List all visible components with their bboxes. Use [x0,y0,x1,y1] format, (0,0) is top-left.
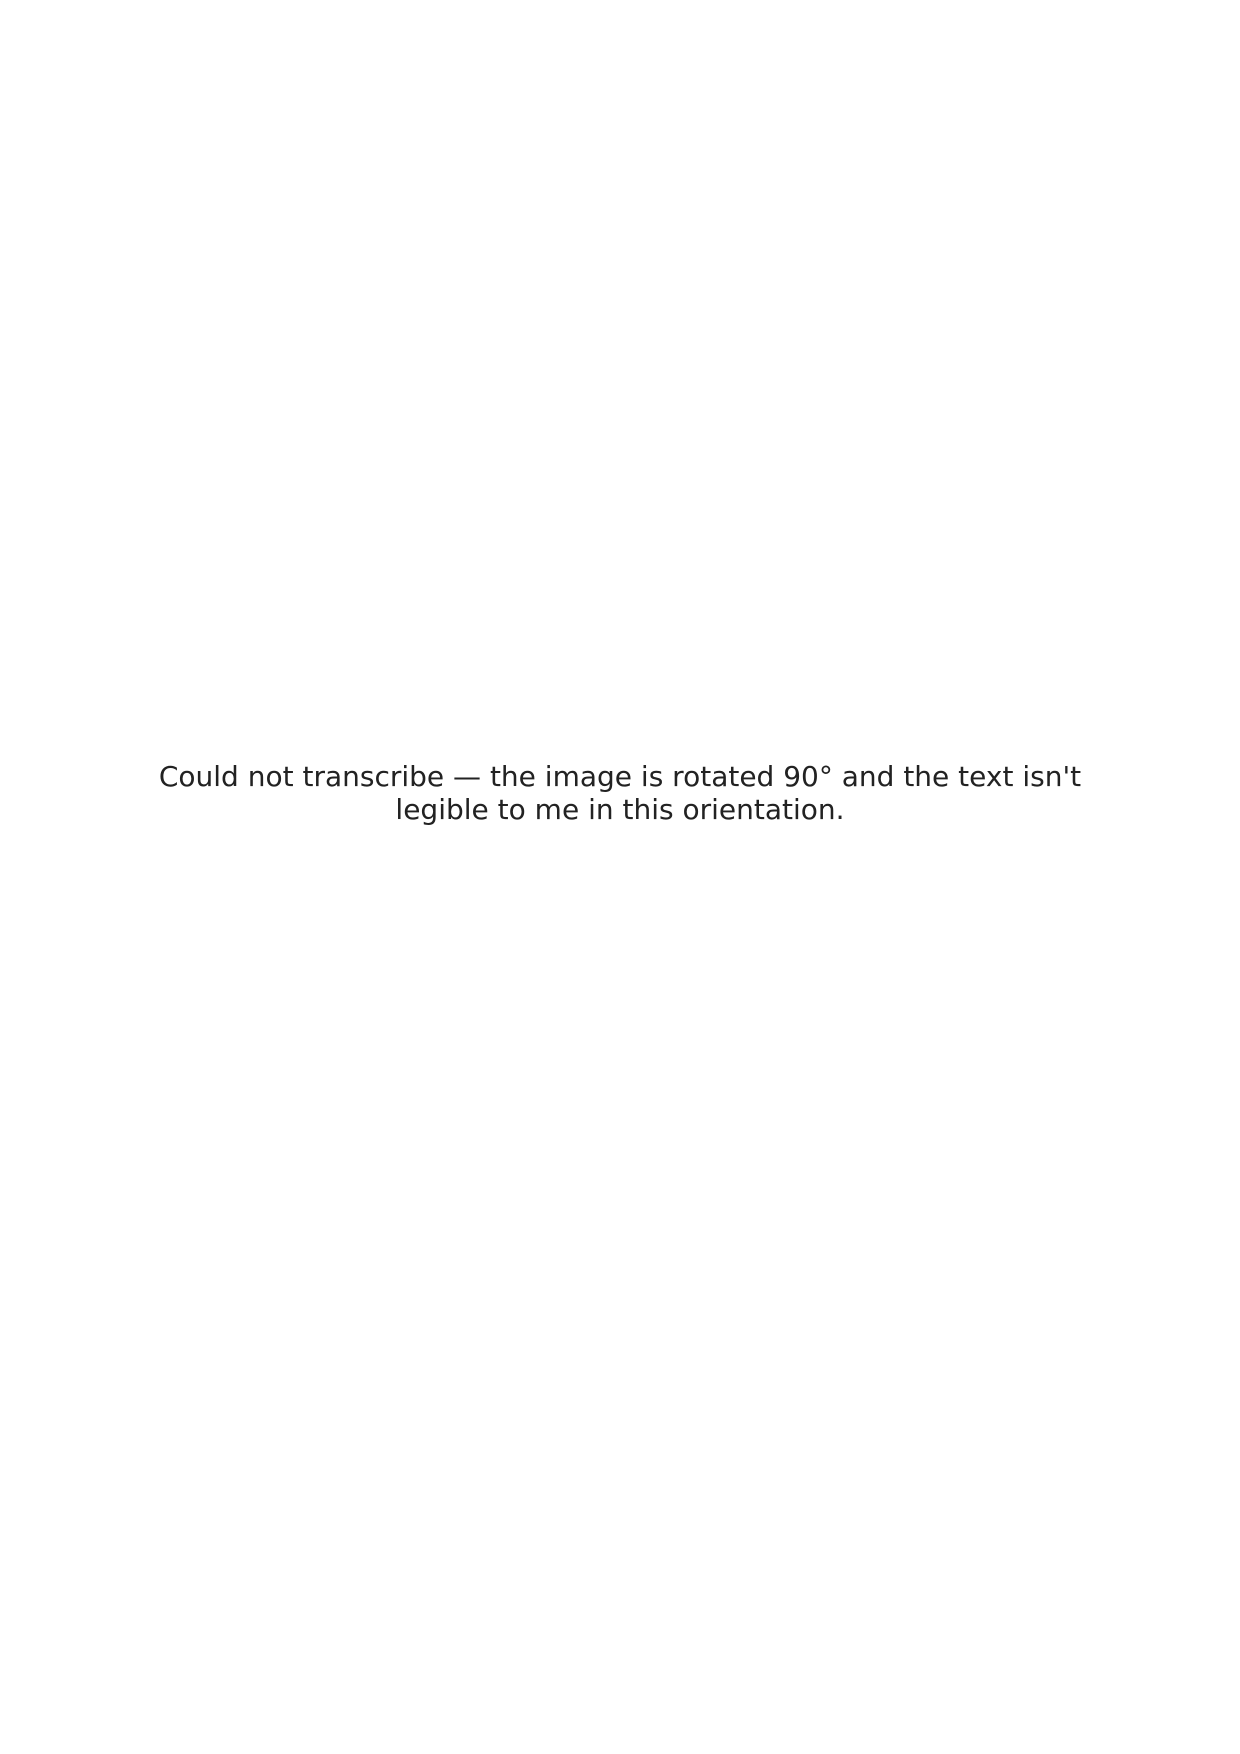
transcription-notice: Could not transcribe — the image is rotated 90° and the text isn't legible to me in this orientation. [158,760,1082,826]
